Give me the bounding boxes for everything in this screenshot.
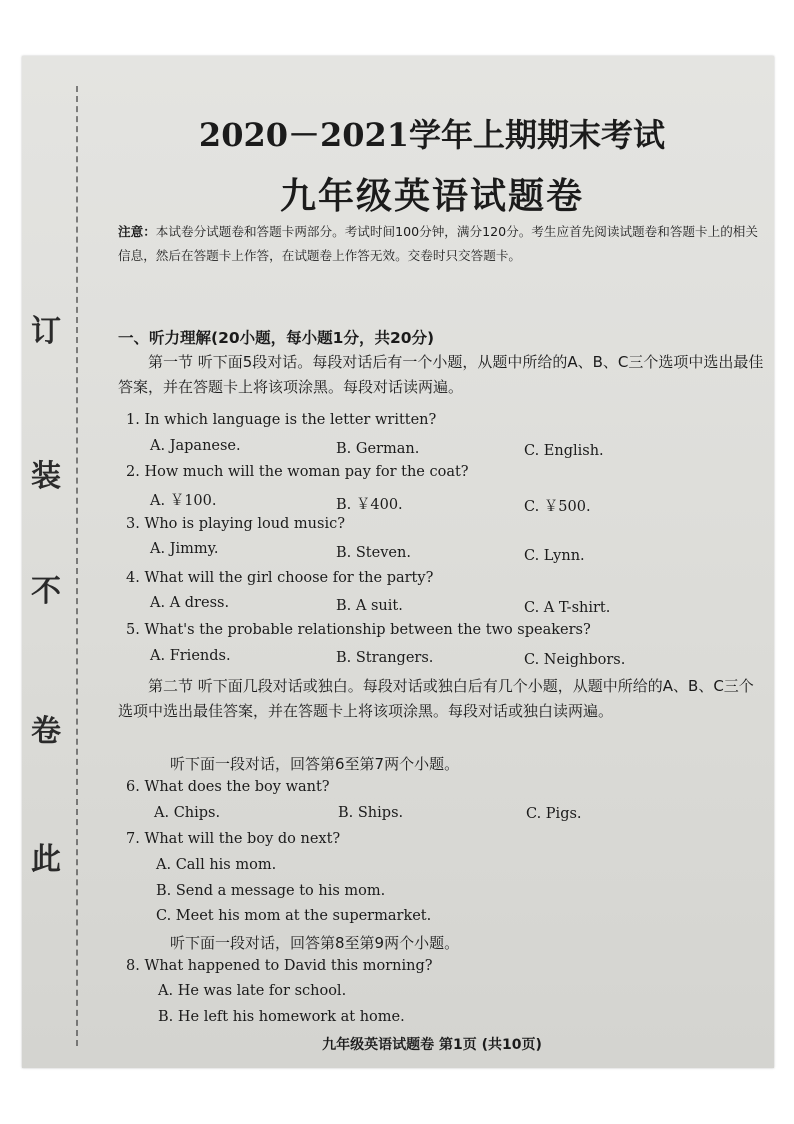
option-a: A. Japanese. <box>150 438 241 454</box>
binding-dashed-line <box>76 86 78 1046</box>
option-c: C. ￥500. <box>524 499 591 515</box>
binding-char: 卷 <box>31 714 61 749</box>
document-photo <box>22 56 774 1068</box>
option-b: B. German. <box>336 441 420 457</box>
option-c: C. Meet his mom at the supermarket. <box>156 908 432 924</box>
option-a: A. ￥100. <box>150 493 217 509</box>
binding-char: 装 <box>31 459 61 494</box>
question-2: 2. How much will the woman pay for the coat? <box>126 464 469 480</box>
option-a: A. Call his mom. <box>156 857 277 873</box>
part2-instructions: 第二节 听下面几段对话或独白。每段对话或独白后有几个小题，从题中所给的A、B、C三个选项中选出最佳答案，并在答题卡上将该项涂黑。每段对话或独白读两遍。 <box>118 677 754 720</box>
option-c: C. A T-shirt. <box>524 600 611 616</box>
binding-char: 不 <box>31 574 61 609</box>
option-a: A. Friends. <box>150 648 231 664</box>
question-8: 8. What happened to David this morning? <box>126 958 433 974</box>
option-c: C. Pigs. <box>526 806 582 822</box>
question-5: 5. What's the probable relationship between the two speakers? <box>126 622 591 638</box>
question-1: 1. In which language is the letter written? <box>126 412 437 428</box>
option-b: B. Send a message to his mom. <box>156 883 386 899</box>
exam-subtitle: 九年级英语试题卷 <box>279 176 584 217</box>
question-3: 3. Who is playing loud music? <box>126 516 345 532</box>
notice-label: 注意： <box>118 224 156 239</box>
option-b: B. Steven. <box>336 545 411 561</box>
question-4: 4. What will the girl choose for the party? <box>126 570 434 586</box>
binding-char: 此 <box>31 842 61 877</box>
sub-instruction: 听下面一段对话，回答第6至第7两个小题。 <box>170 755 460 773</box>
part1-instructions: 第一节 听下面5段对话。每段对话后有一个小题，从题中所给的A、B、C三个选项中选出最佳答案，并在答题卡上将该项涂黑。每段对话读两遍。 <box>118 353 764 396</box>
question-6: 6. What does the boy want? <box>126 779 330 795</box>
option-c: C. Lynn. <box>524 548 585 564</box>
question-7: 7. What will the boy do next? <box>126 831 341 847</box>
option-b: B. A suit. <box>336 598 403 614</box>
part-2 <box>118 674 764 724</box>
option-a: A. Jimmy. <box>150 541 219 557</box>
notice-text: 本试卷分试题卷和答题卡两部分。考试时间100分钟，满分120分。考生应首先阅读试题卷和答题卡上的相关信息，然后在答题卡上作答，在试题卷上作答无效。交卷时只交答题卡。 <box>118 224 758 263</box>
section-1 <box>118 326 764 400</box>
option-b: B. ￥400. <box>336 497 403 513</box>
exam-page <box>22 56 774 1068</box>
exam-title: 2020－2021学年上期期末考试 <box>198 116 666 154</box>
notice <box>118 220 760 268</box>
option-b: B. Strangers. <box>336 650 434 666</box>
option-b: B. He left his homework at home. <box>158 1009 405 1025</box>
page-footer: 九年级英语试题卷 第1页 (共10页) <box>322 1037 542 1053</box>
option-c: C. Neighbors. <box>524 652 626 668</box>
option-a: A. A dress. <box>150 595 230 611</box>
sub-instruction: 听下面一段对话，回答第8至第9两个小题。 <box>170 934 460 952</box>
option-a: A. He was late for school. <box>158 983 347 999</box>
option-b: B. Ships. <box>338 805 404 821</box>
section-heading: 一、听力理解(20小题，每小题1分，共20分) <box>118 329 435 347</box>
binding-char: 订 <box>31 314 61 349</box>
option-a: A. Chips. <box>154 805 221 821</box>
option-c: C. English. <box>524 443 604 459</box>
